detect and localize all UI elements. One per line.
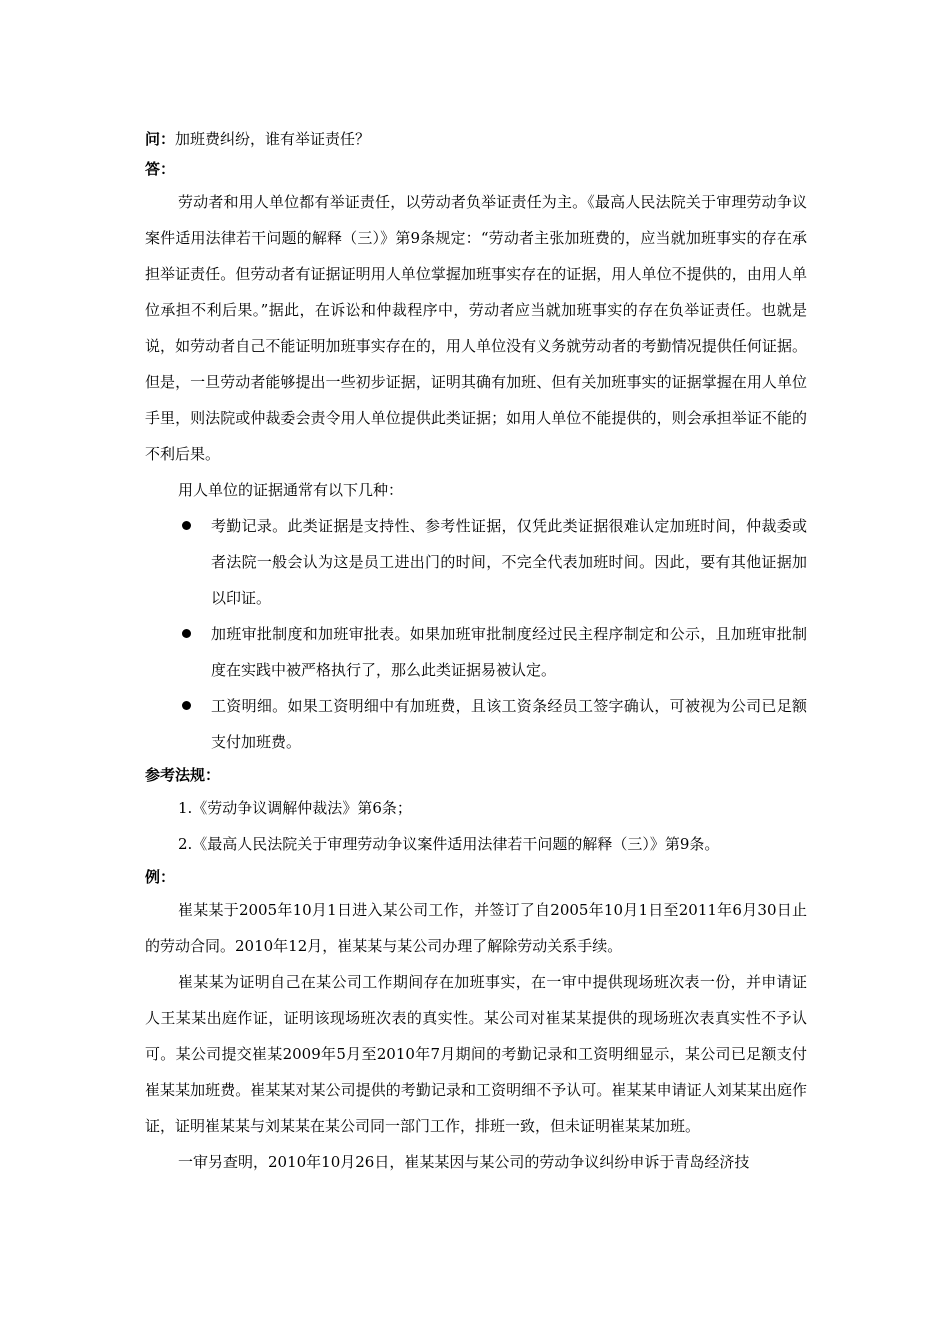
question-label: 问： [145, 130, 176, 148]
question-text: 加班费纠纷，谁有举证责任？ [175, 130, 371, 148]
bullet-dot-icon [182, 629, 191, 638]
answer-paragraph-1: 劳动者和用人单位都有举证责任，以劳动者负举证责任为主。《最高人民法院关于审理劳动争议案件适用法律若干问题的解释（三）》第9条规定：“劳动者主张加班费的，应当就加班事实的存在承担举证责任。但劳动者有证据证明用人单位掌握加班事实存在的证据，用人单位不提供的，由用人单位承担不利后果。”据此，在诉讼和仲裁程序中，劳动者应当就加班事实的存在负举证责任。也就是说，如劳动者自己不能证明加班事实存在的，用人单位没有义务就劳动者的考勤情况提供任何证据。但是，一旦劳动者能够提出一些初步证据，证明其确有加班、但有关加班事实的证据掌握在用人单位手里，则法院或仲裁委会责令用人单位提供此类证据；如用人单位不能提供的，则会承担举证不能的不利后果。 [145, 193, 807, 463]
bullet-item-payroll [145, 688, 807, 760]
bullet-dot-icon [182, 701, 191, 710]
bullet-text: 工资明细。如果工资明细中有加班费，且该工资条经员工签字确认，可被视为公司已足额支付加班费。 [211, 697, 807, 751]
bullet-dot-icon [182, 521, 191, 530]
reference-item-1: 1.《劳动争议调解仲裁法》第6条； [178, 799, 412, 817]
example-paragraph-3: 一审另查明，2010年10月26日，崔某某因与某公司的劳动争议纠纷申诉于青岛经济技 [178, 1153, 750, 1171]
document-page [145, 124, 807, 1180]
bullet-item-attendance [145, 508, 807, 616]
bullet-text: 加班审批制度和加班审批表。如果加班审批制度经过民主程序制定和公示，且加班审批制度在实践中被严格执行了，那么此类证据易被认定。 [211, 625, 807, 679]
example-label: 例： [145, 868, 176, 886]
answer-paragraph-2: 用人单位的证据通常有以下几种： [178, 481, 404, 499]
example-paragraph-1: 崔某某于2005年10月1日进入某公司工作，并签订了自2005年10月1日至2011年6月30日止的劳动合同。2010年12月，崔某某与某公司办理了解除劳动关系手续。 [145, 901, 807, 955]
references-list [145, 790, 807, 862]
question-line [145, 124, 807, 154]
bullet-item-approval [145, 616, 807, 688]
bullet-text: 考勤记录。此类证据是支持性、参考性证据，仅凭此类证据很难认定加班时间，仲裁委或者法院一般会认为这是员工进出门的时间，不完全代表加班时间。因此，要有其他证据加以印证。 [211, 517, 807, 607]
reference-item-2: 2.《最高人民法院关于审理劳动争议案件适用法律若干问题的解释（三）》第9条。 [178, 835, 720, 853]
example-paragraph-2: 崔某某为证明自己在某公司工作期间存在加班事实，在一审中提供现场班次表一份，并申请证人王某某出庭作证，证明该现场班次表的真实性。某公司对崔某某提供的现场班次表真实性不予认可。某公司提交崔某2009年5月至2010年7月期间的考勤记录和工资明细显示，某公司已足额支付崔某某加班费。崔某某对某公司提供的考勤记录和工资明细不予认可。崔某某申请证人刘某某出庭作证，证明崔某某与刘某某在某公司同一部门工作，排班一致，但未证明崔某某加班。 [145, 973, 807, 1135]
answer-label: 答： [145, 160, 176, 178]
references-label: 参考法规： [145, 766, 221, 784]
evidence-bullet-list [145, 508, 807, 760]
